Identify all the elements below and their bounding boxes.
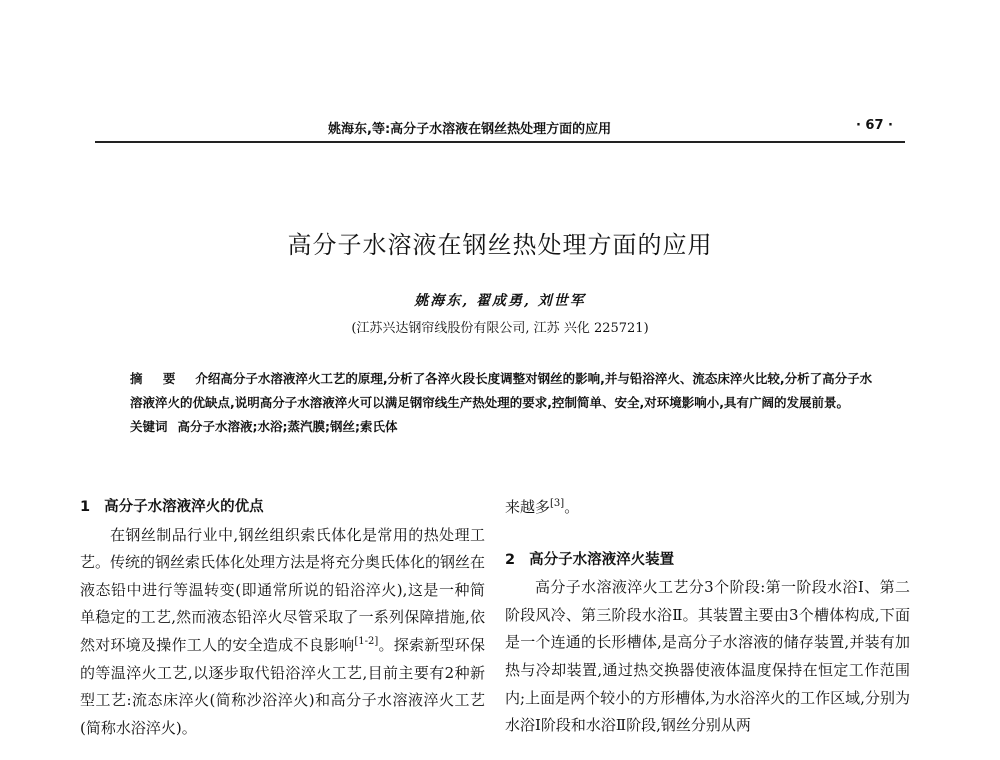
citation-1-2: [1-2] [354, 635, 379, 647]
abstract-paragraph [130, 367, 880, 415]
left-column [80, 494, 485, 742]
paper-authors: 姚海东, 翟成勇, 刘世军 [414, 293, 586, 309]
running-head [95, 114, 905, 138]
section-1-text-a: 在钢丝制品行业中,钢丝组织索氏体化是常用的热处理工艺。传统的钢丝索氏体化处理方法是将充分奥氏体化的钢丝在液态铅中进行等温转变(即通常所说的铅浴淬火),这是一种简单稳定的工艺,然而液态铅淬火尽管采取了一系列保障措施,依然对环境及操作工人的安全造成不良影响 [80, 525, 486, 654]
abstract [130, 367, 880, 439]
keywords-text: 高分子水溶液;水浴;蒸汽膜;钢丝;索氏体 [177, 419, 398, 434]
section-1-text-b: 。探索新型环保的等温淬火工艺,以逐步取代铅浴淬火工艺,目前主要有2种新型工艺:流态床淬火(简称沙浴淬火)和高分子水溶液淬火工艺(简称水浴淬火)。 [80, 635, 485, 737]
header-rule [95, 141, 905, 143]
section-gap [505, 522, 910, 547]
abstract-text: 介绍高分子水溶液淬火工艺的原理,分析了各淬火段长度调整对钢丝的影响,并与铅浴淬火、流态床淬火比较,分析了高分子水溶液淬火的优缺点,说明高分子水溶液淬火可以满足钢帘线生产热处理的要求,控制简单、安全,对环境影响小,具有广阔的发展前景。 [130, 371, 873, 410]
right-column [505, 494, 910, 740]
continuation-end: 。 [564, 498, 580, 516]
citation-3: [3] [550, 498, 565, 509]
paper-title: 高分子水溶液在钢丝热处理方面的应用 [287, 231, 713, 259]
running-head-title: 姚海东,等:高分子水溶液在钢丝热处理方面的应用 [328, 122, 612, 137]
keywords-label: 关键词 [130, 419, 168, 434]
section-1-heading [80, 494, 485, 522]
section-1-number: 1 [80, 499, 91, 515]
keywords-line [130, 415, 880, 439]
section-2-title: 高分子水溶液淬火装置 [529, 551, 675, 568]
section-1-title: 高分子水溶液淬火的优点 [104, 499, 264, 515]
section-2-number: 2 [505, 551, 516, 568]
continuation-text: 来越多 [505, 498, 551, 516]
section-1-paragraph [80, 522, 485, 743]
paper-affiliation: (江苏兴达钢帘线股份有限公司, 江苏 兴化 225721) [351, 321, 649, 336]
section-2-paragraph: 高分子水溶液淬火工艺分3个阶段:第一阶段水浴Ⅰ、第二阶段风冷、第三阶段水浴Ⅱ。其装置主要由3个槽体构成,下面是一个连通的长形槽体,是高分子水溶液的储存装置,并装有加热与冷却装置,通过热交换器使液体温度保持在恒定工作范围内;上面是两个较小的方形槽体,为水浴淬火的工作区域,分别为水浴Ⅰ阶段和水浴Ⅱ阶段,钢丝分别从两 [505, 578, 910, 735]
abstract-label: 摘 要 [130, 371, 184, 386]
section-1-continuation [505, 494, 910, 522]
page-number: · 67 · [855, 118, 893, 133]
section-2-heading [505, 547, 910, 575]
